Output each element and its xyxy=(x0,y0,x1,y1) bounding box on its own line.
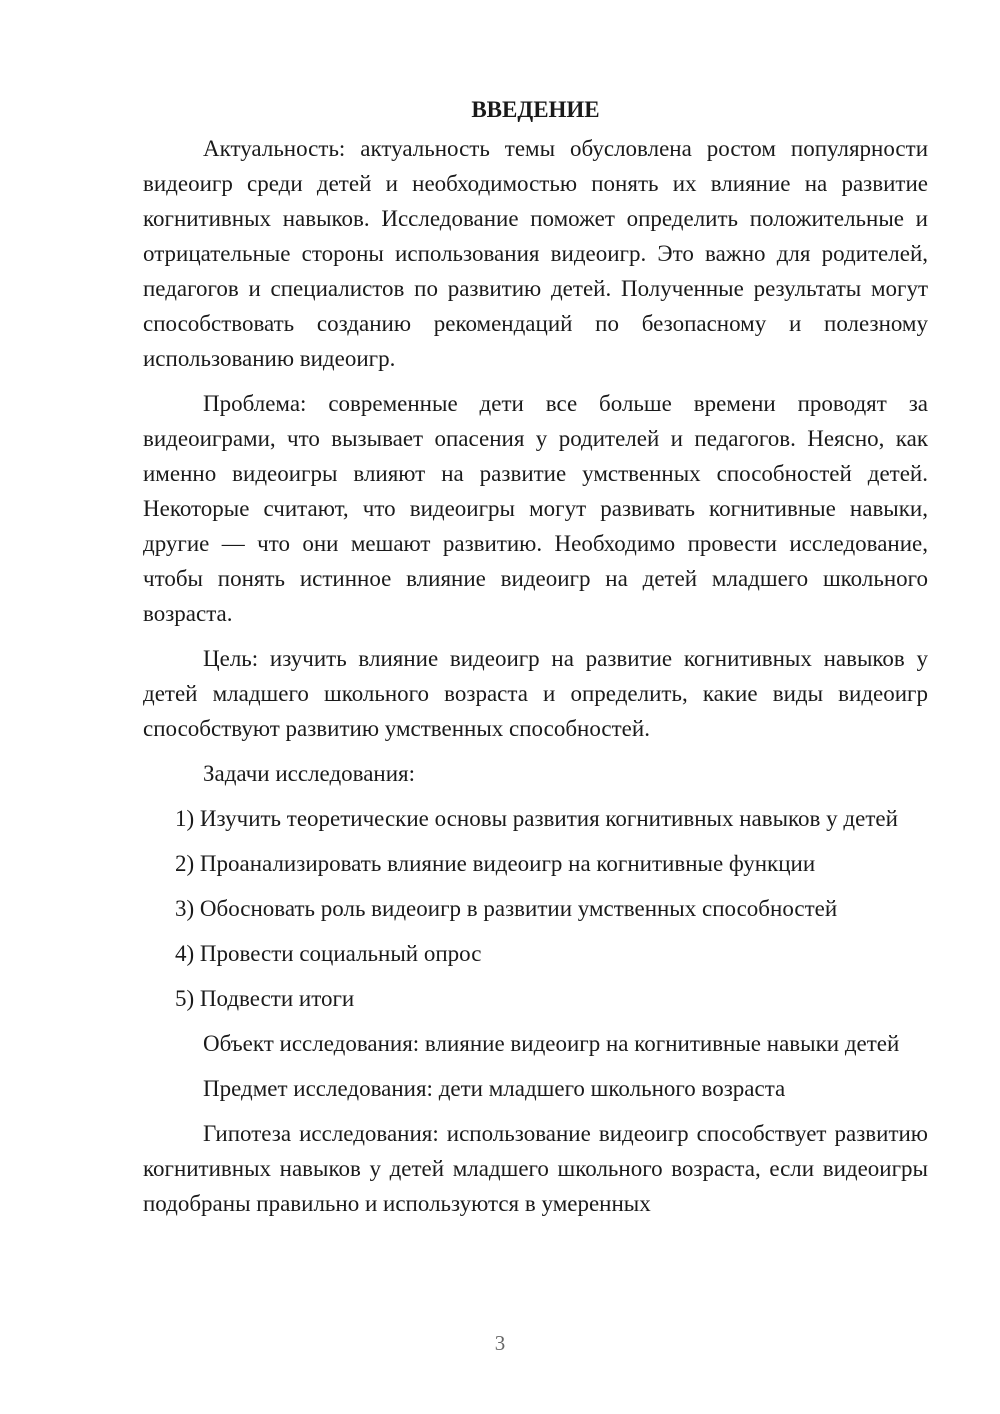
paragraph-subject: Предмет исследования: дети младшего школьного возраста xyxy=(203,1076,786,1101)
task-item-3: 3) Обосновать роль видеоигр в развитии умственных способностей xyxy=(175,896,838,921)
page-number: 3 xyxy=(494,1331,506,1355)
task-item-4: 4) Провести социальный опрос xyxy=(175,941,482,966)
paragraph-problem: Проблема: современные дети все больше времени проводят за видеоиграми, что вызывает опасения у родителей и педагогов. Неясно, как именно видеоигры влияют на развитие умственных способностей детей. Некоторые считают, что видеоигры могут развивать когнитивные навыки, другие — что они мешают развитию. Необходимо провести исследование, чтобы понять истинное влияние видеоигр на детей младшего школьного возраста. xyxy=(143,391,928,626)
paragraph-relevance: Актуальность: актуальность темы обусловлена ростом популярности видеоигр среди детей и необходимостью понять их влияние на развитие когнитивных навыков. Исследование поможет определить положительные и отрицательные стороны использования видеоигр. Это важно для родителей, педагогов и специалистов по развитию детей. Полученные результаты могут способствовать созданию рекомендаций по безопасному и полезному использованию видеоигр. xyxy=(143,136,928,371)
paragraph-goal: Цель: изучить влияние видеоигр на развитие когнитивных навыков у детей младшего школьного возраста и определить, какие виды видеоигр способствуют развитию умственных способностей. xyxy=(143,646,928,741)
paragraph-tasks-heading: Задачи исследования: xyxy=(203,761,416,786)
task-item-1: 1) Изучить теоретические основы развития когнитивных навыков у детей xyxy=(175,806,898,831)
paragraph-object: Объект исследования: влияние видеоигр на когнитивные навыки детей xyxy=(203,1031,900,1056)
page-body xyxy=(143,92,928,1231)
paragraph-hypothesis: Гипотеза исследования: использование видеоигр способствует развитию когнитивных навыков у детей младшего школьного возраста, если видеоигры подобраны правильно и используются в умеренных xyxy=(143,1121,928,1216)
task-item-5: 5) Подвести итоги xyxy=(175,986,355,1011)
section-title: ВВЕДЕНИЕ xyxy=(471,97,600,122)
task-item-2: 2) Проанализировать влияние видеоигр на когнитивные функции xyxy=(175,851,816,876)
